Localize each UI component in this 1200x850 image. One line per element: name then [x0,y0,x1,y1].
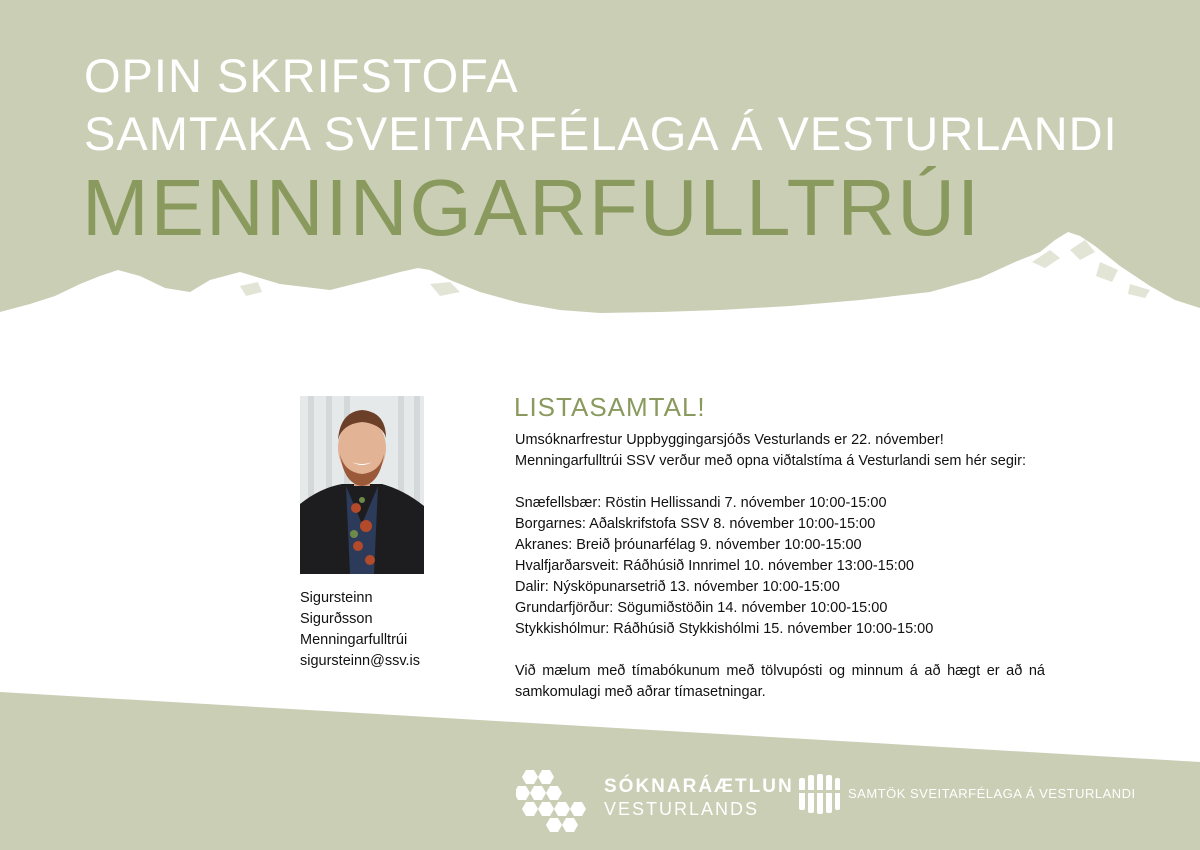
logo1-line2: VESTURLANDS [604,799,760,819]
ssv-logo-icon [797,772,841,816]
title-line-2: SAMTAKA SVEITARFÉLAGA Á VESTURLANDI [84,107,1118,160]
schedule-item: Snæfellsbær: Röstin Hellissandi 7. nóvember 10:00-15:00 [515,495,887,511]
schedule-item: Dalir: Nýsköpunarsetrið 13. nóvember 10:00-15:00 [515,579,840,595]
portrait-photo [300,396,424,574]
body-text [515,430,1045,703]
hexagon-logo-icon [516,768,590,832]
contact-email[interactable]: sigursteinn@ssv.is [300,653,421,669]
schedule-item: Grundarfjörður: Sögumiðstöðin 14. nóvember 10:00-15:00 [515,600,888,616]
schedule-item: Stykkishólmur: Ráðhúsið Stykkishólmi 15. nóvember 10:00-15:00 [515,621,934,637]
section-heading: LISTASAMTAL! [514,392,706,422]
contact-last-name: Sigurðsson [300,611,373,627]
soknaraaetlun-logo [604,776,794,820]
contact-first-name: Sigursteinn [300,590,373,606]
contact-card [300,588,420,672]
schedule-item: Hvalfjarðarsveit: Ráðhúsið Innrimel 10. nóvember 13:00-15:00 [515,558,914,574]
title-line-1: OPIN SKRIFSTOFA [84,49,519,102]
schedule-item: Akranes: Breið þróunarfélag 9. nóvember 10:00-15:00 [515,537,862,553]
contact-role: Menningarfulltrúi [300,632,408,648]
schedule-item: Borgarnes: Aðalskrifstofa SSV 8. nóvember 10:00-15:00 [515,516,876,532]
main-title: MENNINGARFULLTRÚI [82,163,982,252]
logo1-line1: SÓKNARÁÆTLUN [604,776,794,797]
intro-line-2: Menningarfulltrúi SSV verður með opna viðtalstíma á Vesturlandi sem hér segir: [515,453,1026,469]
intro-line-1: Umsóknarfrestur Uppbyggingarsjóðs Vesturlands er 22. nóvember! [515,432,944,448]
ssv-logo-text: SAMTÖK SVEITARFÉLAGA Á VESTURLANDI [848,786,1136,801]
closing-text: Við mælum með tímabókunum með tölvupósti og minnum á að hægt er að ná samkomulagi með aðrar tímasetningar. [515,663,1045,700]
